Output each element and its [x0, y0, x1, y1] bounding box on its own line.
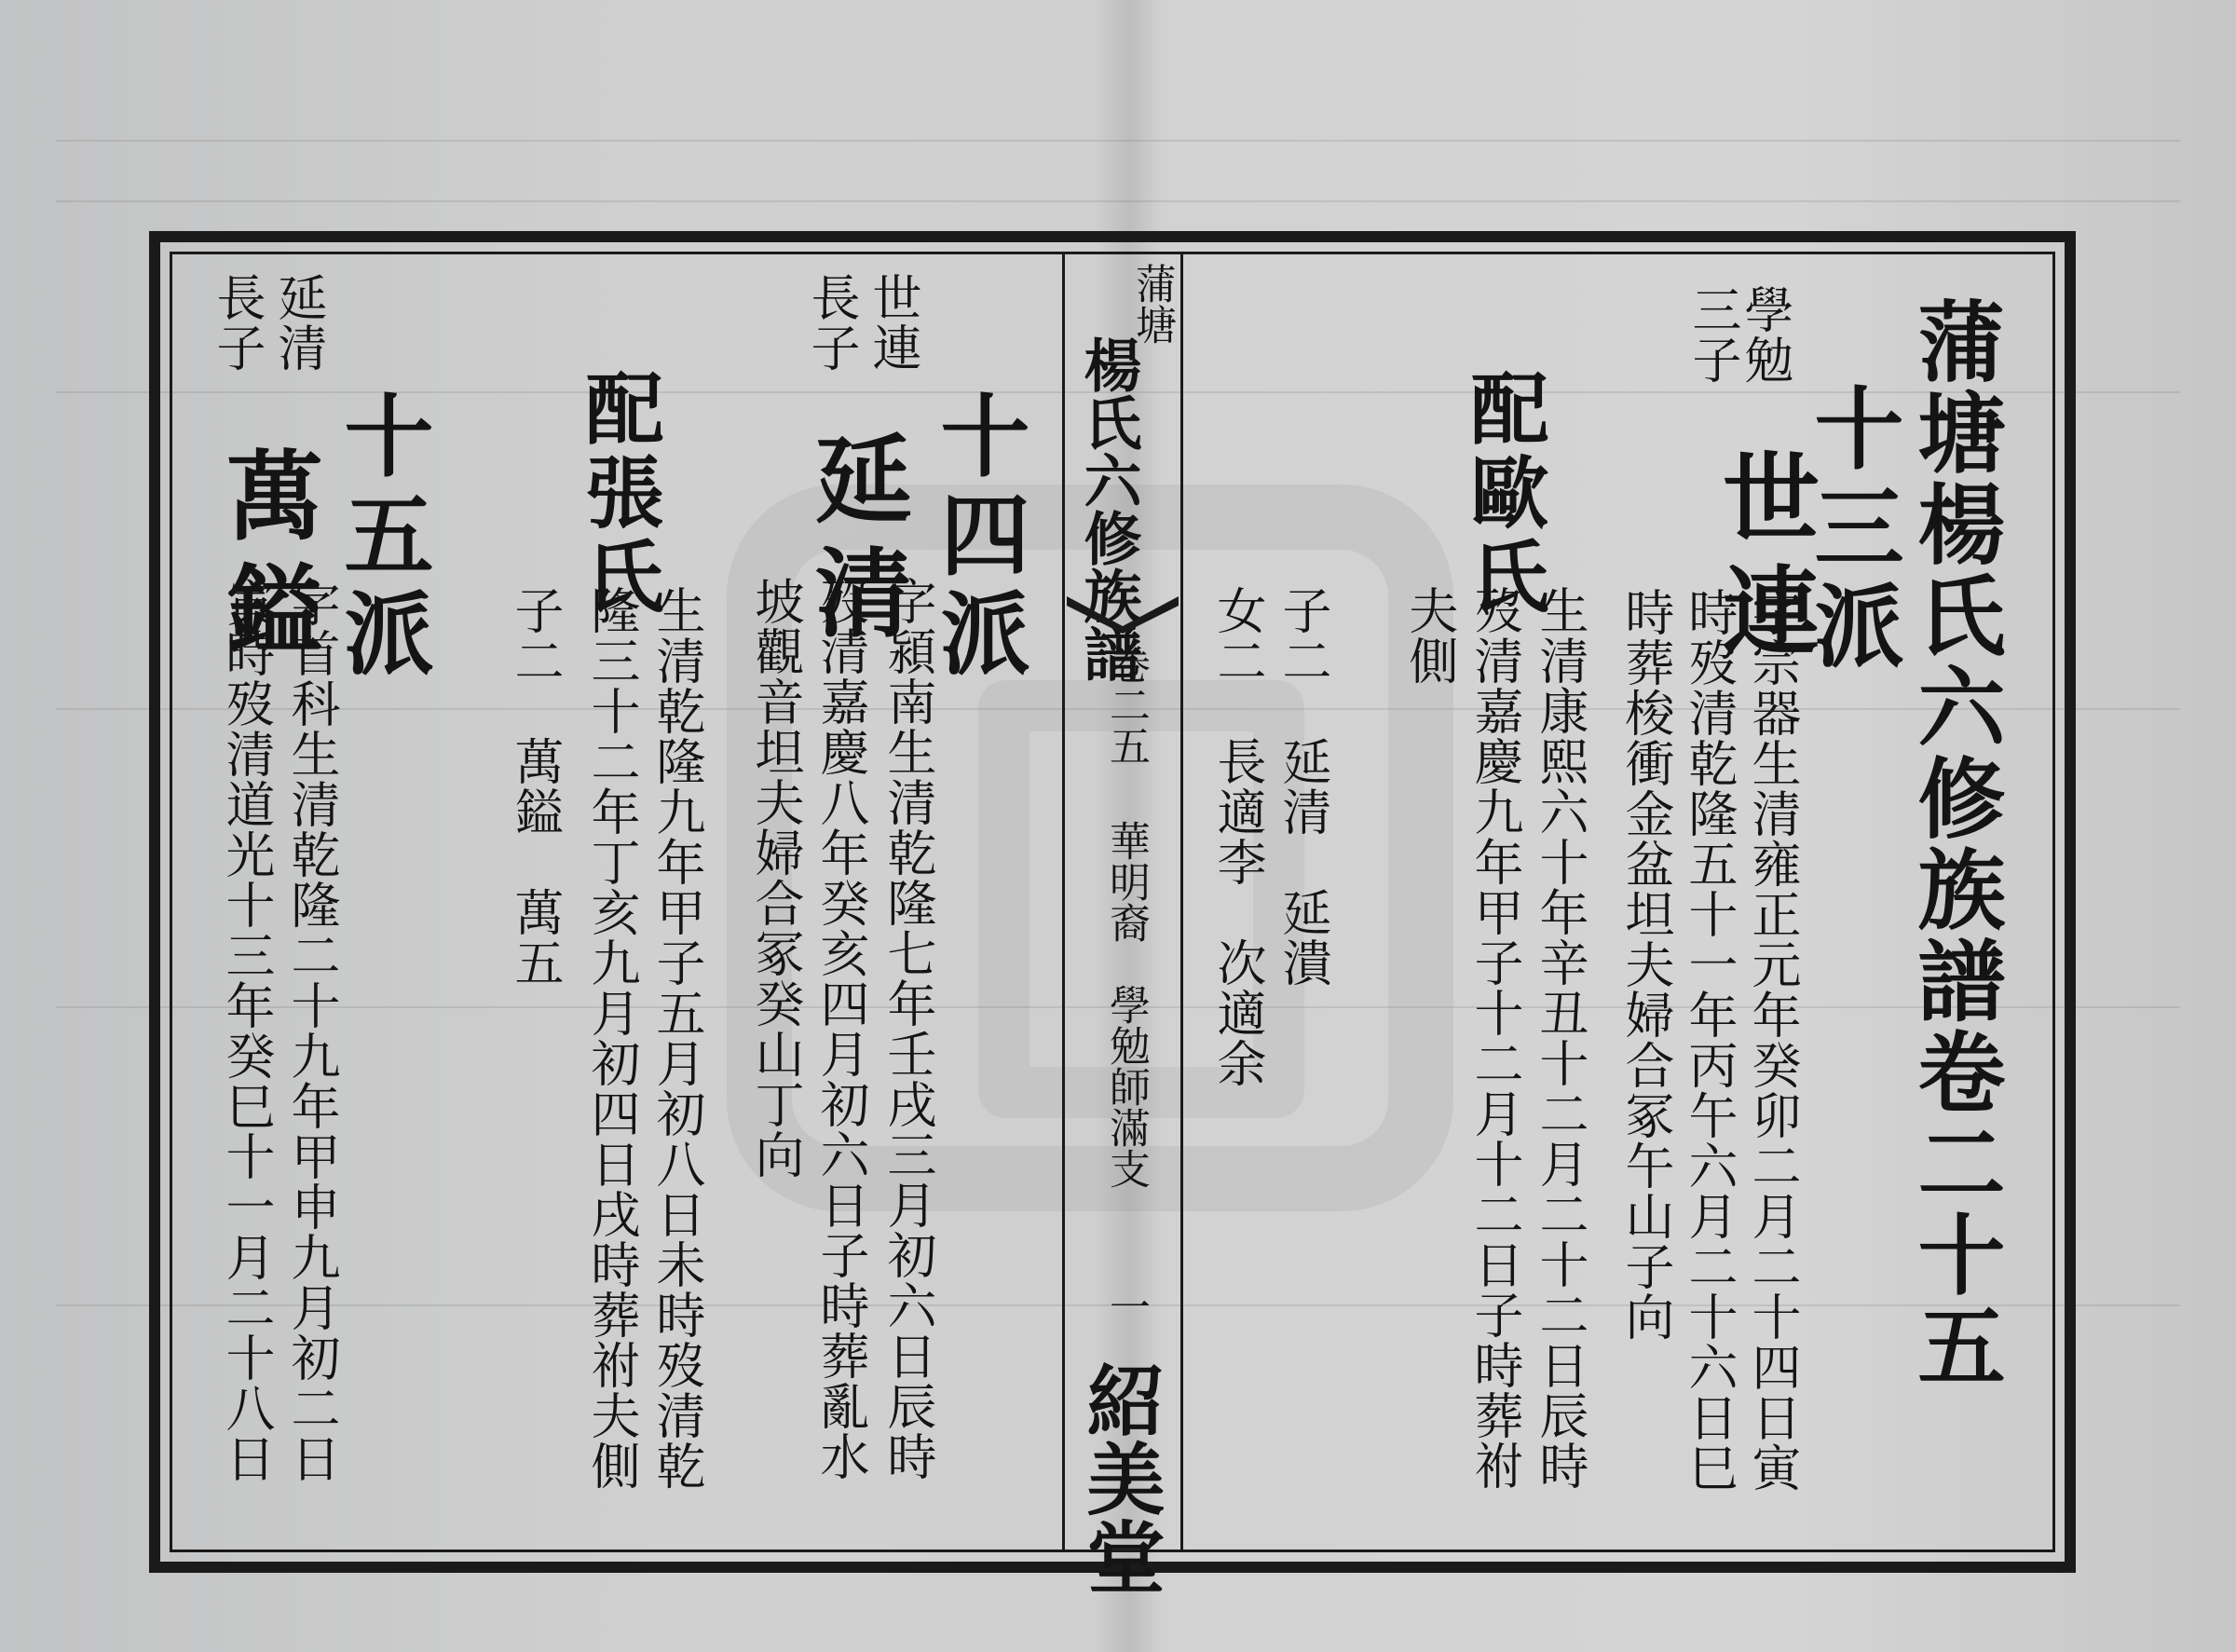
bio-line: 時歿清乾隆五十一年丙午六月二十六日巳 [1681, 587, 1738, 1493]
spouse-bio-line: 生清乾隆九年甲子五月初八日未時歿清乾 [648, 585, 705, 1491]
spouse-bio-line: 隆三十二年丁亥九月初四日戌時葬祔夫側 [583, 585, 640, 1491]
person-name-shilian: 世連 [1706, 447, 1820, 675]
son-order: 長子 [209, 272, 266, 373]
bio-line: 字首科生清乾隆二十九年甲申九月初二日 [283, 578, 340, 1483]
band-page-number: 一 [1102, 1286, 1150, 1327]
band-volume: 卷二五 [1102, 643, 1150, 766]
son-order: 三子 [1684, 284, 1741, 385]
spouse-heading: 配歐氏 [1458, 368, 1550, 620]
person-name-yanqing: 延清 [798, 429, 913, 656]
spouse-heading: 配張氏 [573, 368, 665, 620]
bio-line: 歿清嘉慶八年癸亥四月初六日子時葬亂水 [812, 576, 869, 1481]
spouse-bio-line: 夫側 [1401, 585, 1458, 686]
fishtail-mark-icon [1067, 596, 1179, 634]
son-order: 長子 [803, 272, 860, 373]
band-book-title: 楊氏六修族譜 [1074, 335, 1142, 682]
bleed-through-line [56, 200, 2180, 202]
book-title: 蒲塘楊氏六修族譜卷二十五 [1902, 296, 2005, 1392]
band-place: 蒲塘 [1128, 263, 1176, 345]
bio-line: 寅時歿清道光十三年癸巳十一月二十八日 [218, 578, 275, 1483]
bio-line: 時葬梭衝金盆坦夫婦合冢午山子向 [1617, 587, 1674, 1342]
father-note: 學勉 [1737, 284, 1793, 385]
bleed-through-line [56, 140, 2180, 142]
spouse-bio-line: 生清康熙六十年辛丑十二月二十二日辰時 [1532, 585, 1588, 1491]
bio-line: 字宗器生清雍正元年癸卯二月二十四日寅 [1744, 587, 1801, 1493]
bio-line: 字潁南生清乾隆七年壬戌三月初六日辰時 [879, 576, 936, 1481]
children-line: 子二 萬鎰 萬五 [507, 585, 564, 988]
children-line: 女二 長適李 次適余 [1209, 585, 1266, 1088]
spouse-bio-line: 歿清嘉慶九年甲子十二月十二日子時葬祔 [1466, 585, 1523, 1491]
generation-heading-15: 十五派 [330, 389, 435, 686]
father-note: 延清 [270, 272, 327, 373]
father-note: 世連 [865, 272, 921, 373]
generation-heading-13: 十三派 [1800, 382, 1905, 678]
band-hall-name: 紹美堂 [1074, 1360, 1166, 1595]
generation-heading-14: 十四派 [926, 389, 1031, 686]
children-line: 子二 延清 延潰 [1275, 585, 1331, 988]
band-branch: 華明裔 學勉師滿支 [1102, 820, 1150, 1189]
person-name-wanyi: 萬鎰 [210, 445, 324, 673]
bio-line: 坡觀音坦夫婦合冢癸山丁向 [747, 576, 804, 1180]
